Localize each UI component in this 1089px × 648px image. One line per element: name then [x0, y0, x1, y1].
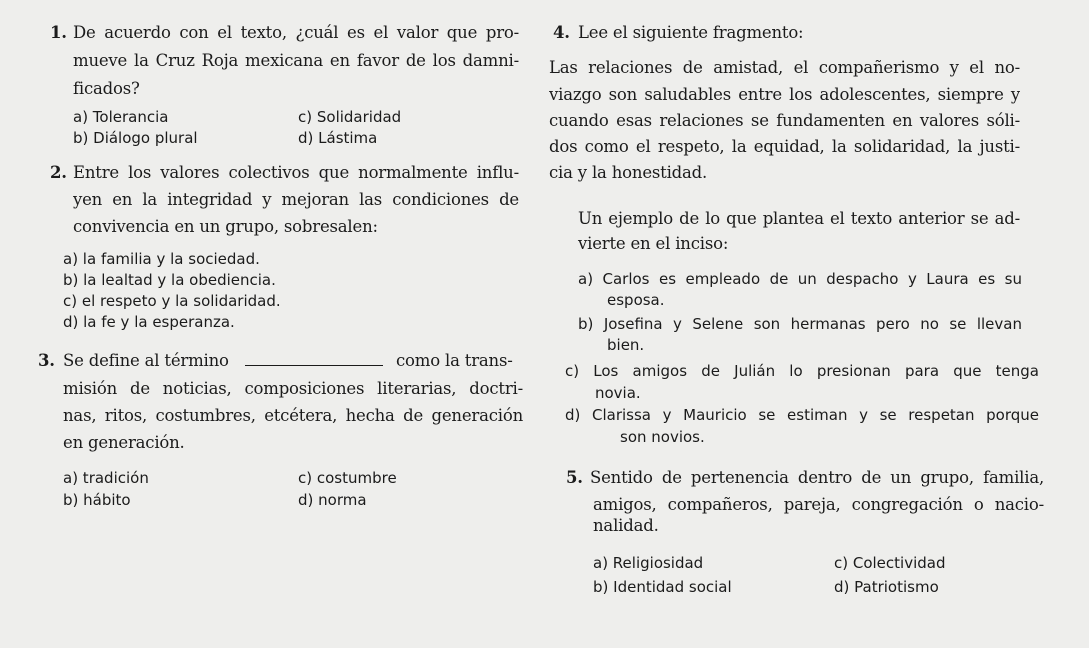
question-2-option-d[interactable]: d) la fe y la esperanza. [63, 313, 235, 331]
question-4-prompt: vierte en el inciso: [578, 234, 729, 253]
question-3-option-d[interactable]: d) norma [298, 491, 367, 509]
question-2-line: yen en la integridad y mejoran las condiciones de [73, 190, 519, 209]
question-5-option-d[interactable]: d) Patriotismo [834, 578, 939, 596]
question-2-line: convivencia en un grupo, sobresalen: [73, 217, 378, 236]
question-4-prompt: Un ejemplo de lo que plantea el texto anterior se ad- [578, 209, 1020, 228]
fragment-line: cia y la honestidad. [549, 163, 708, 182]
question-3-line: misión de noticias, composiciones literarias, doctri- [63, 379, 523, 398]
question-2-line: Entre los valores colectivos que normalmente influ- [73, 163, 519, 182]
question-4-option-a[interactable]: a) Carlos es empleado de un despacho y Laura es su [578, 270, 1022, 288]
question-5-line: amigos, compañeros, pareja, congregación o nacio- [593, 495, 1044, 514]
question-5-line: Sentido de pertenencia dentro de un grupo, familia, [590, 468, 1044, 487]
fragment-line: dos como el respeto, la equidad, la solidaridad, la justi- [549, 137, 1020, 156]
question-1-option-b[interactable]: b) Diálogo plural [73, 129, 198, 147]
question-4-option-b[interactable]: b) Josefina y Selene son hermanas pero no se llevan [578, 315, 1022, 333]
fragment-line: Las relaciones de amistad, el compañerismo y el no- [549, 58, 1020, 77]
question-1-line: mueve la Cruz Roja mexicana en favor de los damni- [73, 51, 519, 70]
question-4-option-c-cont: novia. [595, 384, 641, 402]
question-1-option-a[interactable]: a) Tolerancia [73, 108, 169, 126]
question-5-option-a[interactable]: a) Religiosidad [593, 554, 704, 572]
question-3-option-b[interactable]: b) hábito [63, 491, 131, 509]
question-3-option-c[interactable]: c) costumbre [298, 469, 397, 487]
question-1-number: 1. [50, 23, 67, 42]
question-2-number: 2. [50, 163, 67, 182]
question-4-option-d-cont: son novios. [620, 428, 705, 446]
question-1-option-c[interactable]: c) Solidaridad [298, 108, 402, 126]
question-5-option-b[interactable]: b) Identidad social [593, 578, 732, 596]
question-3-line: nas, ritos, costumbres, etcétera, hecha de generación [63, 406, 523, 425]
question-5-number: 5. [566, 468, 583, 487]
question-5-option-c[interactable]: c) Colectividad [834, 554, 946, 572]
question-3-number: 3. [38, 351, 55, 370]
question-2-option-c[interactable]: c) el respeto y la solidaridad. [63, 292, 281, 310]
question-3-option-a[interactable]: a) tradición [63, 469, 149, 487]
question-4-option-d[interactable]: d) Clarissa y Mauricio se estiman y se respetan porque [565, 406, 1039, 424]
question-3-line: en generación. [63, 433, 185, 452]
question-2-option-b[interactable]: b) la lealtad y la obediencia. [63, 271, 276, 289]
question-1-line: ficados? [73, 79, 140, 98]
question-2-option-a[interactable]: a) la familia y la sociedad. [63, 250, 260, 268]
question-4-option-b-cont: bien. [607, 336, 645, 354]
question-4-option-c[interactable]: c) Los amigos de Julián lo presionan para que tenga [565, 362, 1039, 380]
question-4-number: 4. [553, 23, 570, 42]
question-5-line: nalidad. [593, 516, 659, 535]
question-3-line-end: como la trans- [396, 351, 513, 370]
question-1-line: De acuerdo con el texto, ¿cuál es el valor que pro- [73, 23, 519, 42]
fragment-line: viazgo son saludables entre los adolescentes, siempre y [549, 85, 1020, 104]
question-1-option-d[interactable]: d) Lástima [298, 129, 378, 147]
fragment-line: cuando esas relaciones se fundamenten en valores sóli- [549, 111, 1020, 130]
question-3-blank[interactable] [245, 351, 383, 369]
question-4-option-a-cont: esposa. [607, 291, 665, 309]
question-4-title: Lee el siguiente fragmento: [578, 23, 804, 42]
question-3-line-start: Se define al término [63, 351, 229, 370]
